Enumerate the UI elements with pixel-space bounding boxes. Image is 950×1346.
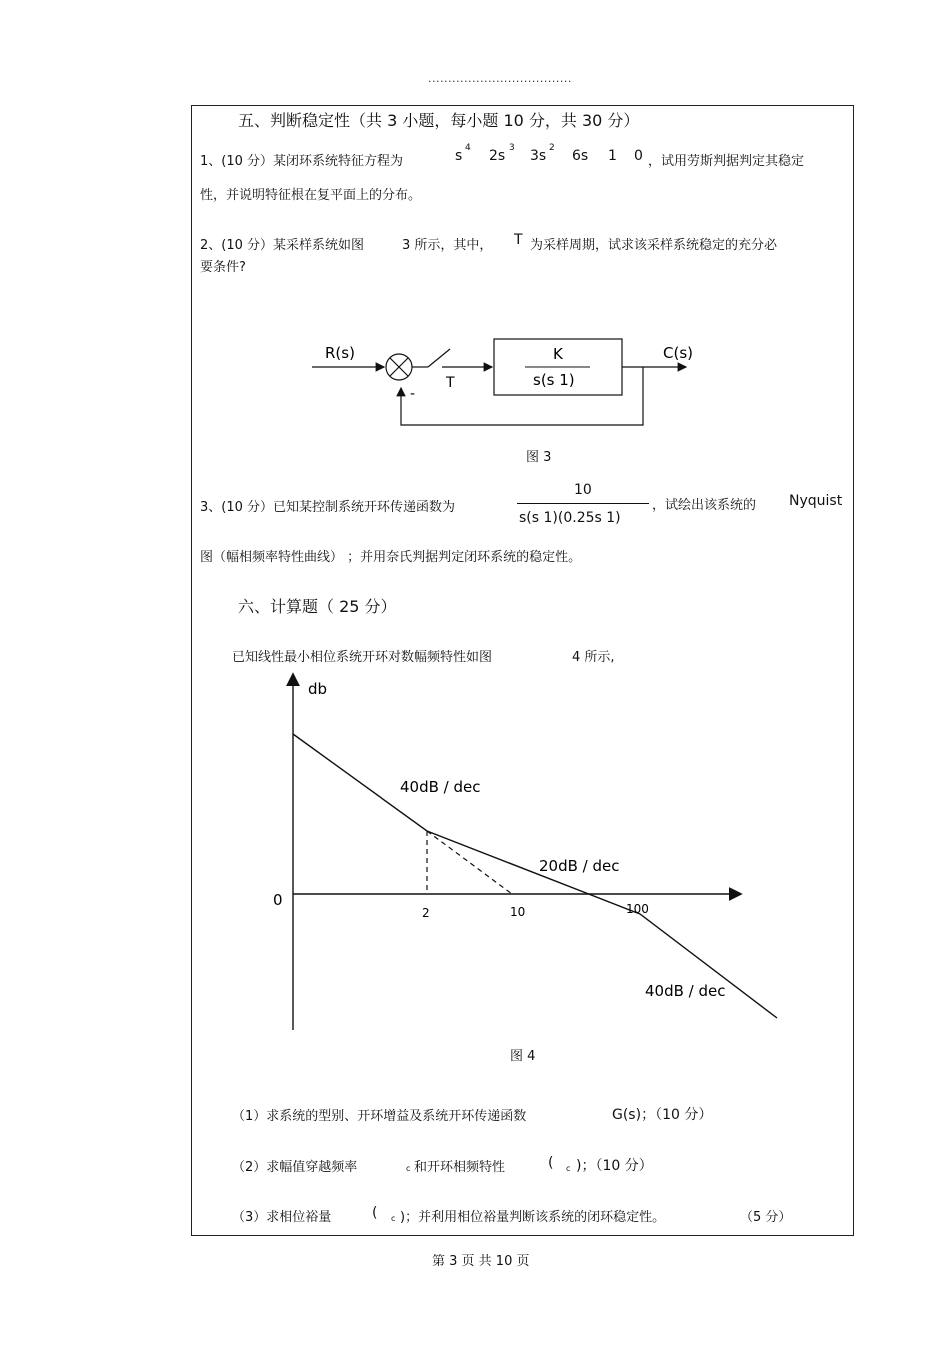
eq-term: 0 xyxy=(634,148,643,164)
q3-suffix: ，试绘出该系统的 xyxy=(652,498,757,513)
section6-intro: 已知线性最小相位系统开环对数幅频特性如图 xyxy=(232,650,493,665)
eq-power: 3 xyxy=(509,143,515,153)
q3-line2: 图（幅相频率特性曲线） ；并用奈氏判据判定闭环系统的稳定性。 xyxy=(200,550,582,565)
slope-label: 40dB / dec xyxy=(645,982,726,1000)
subq2-text2: 和开环相频特性 xyxy=(414,1160,506,1175)
q3-fraction-bar xyxy=(517,503,649,504)
q2-line1b: 3 所示，其中， xyxy=(402,238,493,253)
input-label: R(s) xyxy=(325,344,355,362)
eq-power: 2 xyxy=(549,143,555,153)
subq2-paren: ( xyxy=(548,1155,554,1171)
section6-title: 六、计算题（ 25 分） xyxy=(238,597,397,616)
eq-term: 6s xyxy=(572,148,589,164)
q3-denominator: s(s 1)(0.25s 1) xyxy=(519,510,621,526)
subq2-subscript: c xyxy=(406,1164,411,1173)
eq-term: 2s xyxy=(489,148,506,164)
slope-label: 40dB / dec xyxy=(400,778,481,796)
section5-title: 五、判断稳定性（共 3 小题，每小题 10 分，共 30 分） xyxy=(238,111,640,130)
zero-label: 0 xyxy=(273,891,283,909)
header-dots: .................................... xyxy=(428,72,572,85)
q3-prefix: 3、(10 分）已知某控制系统开环传递函数为 xyxy=(200,500,456,515)
q2-line1d: 为采样周期，试求该采样系统稳定的充分必 xyxy=(530,238,778,253)
eq-power: 4 xyxy=(465,143,471,153)
sampler-switch xyxy=(428,349,450,367)
subq3-points: （5 分） xyxy=(740,1210,792,1225)
q3-numerator: 10 xyxy=(574,482,592,498)
figure3-caption: 图 3 xyxy=(526,450,552,465)
subq1-gs: G(s)；（10 分） xyxy=(612,1107,713,1123)
summing-junction xyxy=(386,354,412,380)
q1-line2: 性，并说明特征根在复平面上的分布。 xyxy=(200,188,422,203)
subq2-subscript2: c xyxy=(566,1164,571,1173)
figure4-bode-plot xyxy=(260,665,790,1035)
eq-term: 1 xyxy=(608,148,617,164)
y-axis-label: db xyxy=(308,680,328,698)
q2-line1a: 2、(10 分）某采样系统如图 xyxy=(200,238,365,253)
subq3-text2: )；并利用相位裕量判断该系统的闭环稳定性。 xyxy=(400,1210,666,1225)
figure3-block-diagram xyxy=(300,330,700,440)
figure4-caption: 图 4 xyxy=(510,1049,536,1064)
block-numerator: K xyxy=(553,345,563,363)
output-label: C(s) xyxy=(663,344,693,362)
q2-symbol-T: T xyxy=(514,232,523,248)
eq-term: 3s xyxy=(530,148,547,164)
dashed-asymptote xyxy=(427,831,512,894)
subq2-tail: )；（10 分） xyxy=(576,1158,653,1174)
block-denominator: s(s 1) xyxy=(533,371,575,389)
q1-prefix: 1、(10 分）某闭环系统特征方程为 xyxy=(200,154,404,169)
page-footer: 第 3 页 共 10 页 xyxy=(432,1254,530,1269)
subq3-subscript: c xyxy=(391,1214,396,1223)
tick-label: 2 xyxy=(422,906,430,920)
subq3-text: （3）求相位裕量 xyxy=(232,1210,332,1225)
subq1-text: （1）求系统的型别、开环增益及系统开环传递函数 xyxy=(232,1109,527,1124)
q2-line2: 要条件? xyxy=(200,260,246,275)
sampler-label: T xyxy=(446,375,455,391)
subq3-paren: ( xyxy=(372,1205,378,1221)
feedback-path xyxy=(401,367,643,425)
eq-term: s xyxy=(455,148,463,164)
slope-label: 20dB / dec xyxy=(539,857,620,875)
q1-suffix: ，试用劳斯判据判定其稳定 xyxy=(648,154,805,169)
q3-nyquist: Nyquist xyxy=(789,493,843,509)
section6-intro-fig: 4 所示, xyxy=(572,650,615,665)
feedback-sign: - xyxy=(410,386,416,402)
tick-label: 100 xyxy=(626,902,649,916)
subq2-text: （2）求幅值穿越频率 xyxy=(232,1160,358,1175)
tick-label: 10 xyxy=(510,905,526,919)
magnitude-curve xyxy=(293,734,777,1018)
